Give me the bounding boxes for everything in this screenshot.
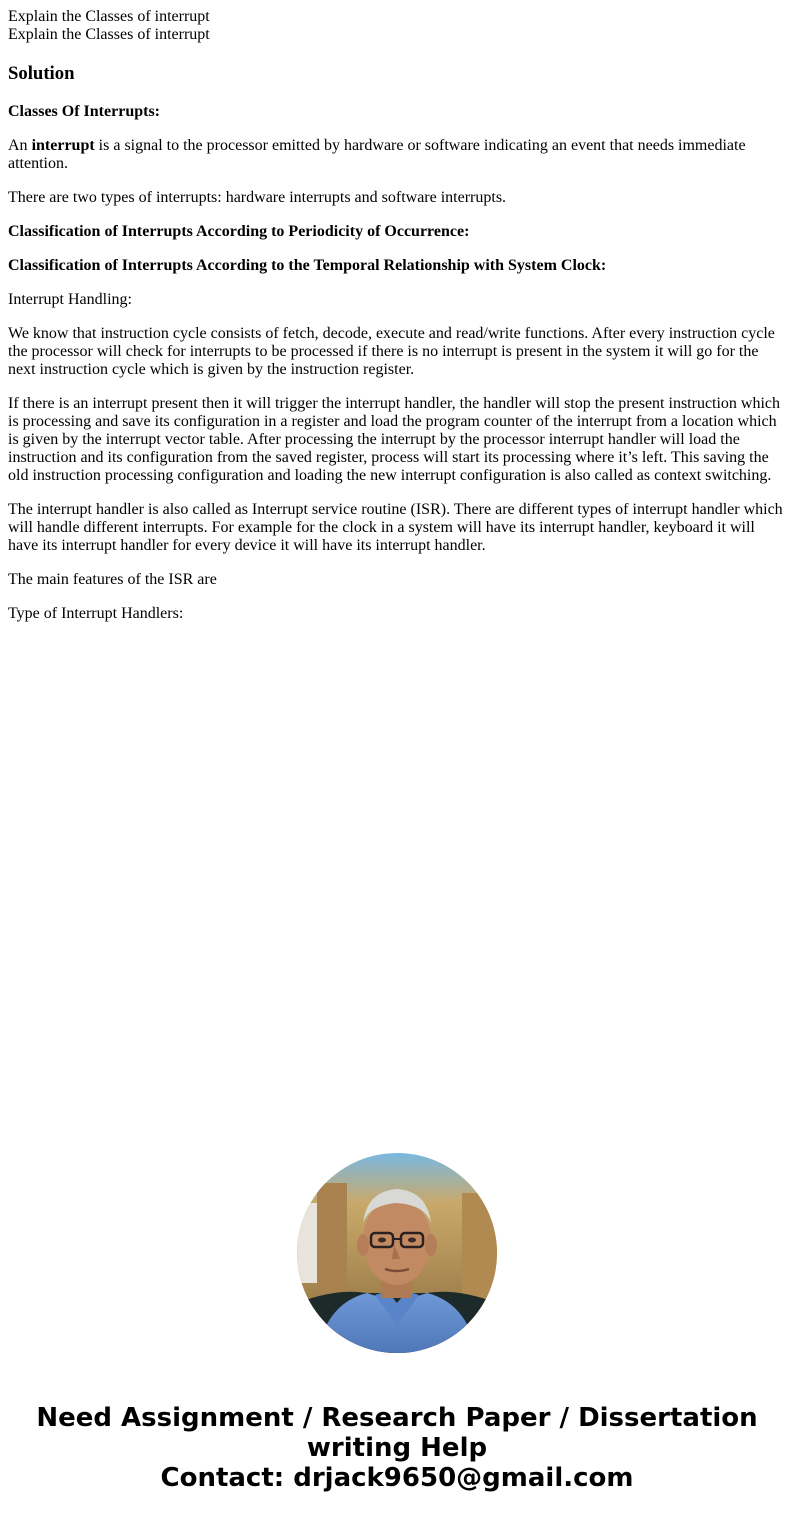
promo-line-2: writing Help [306, 1433, 488, 1463]
classes-heading: Classes Of Interrupts: [8, 103, 160, 120]
promo-contact: Contact: drjack9650@gmail.com [160, 1463, 634, 1493]
isr-paragraph: The interrupt handler is also called as Interrupt service routine (ISR). There are different types of interrupt handler which will handle different interrupts. For example for the clock in a system will have its interrupt handler, keyboard it will have its interrupt handler for every device it will have its interrupt handler. [8, 501, 783, 554]
handling-label: Interrupt Handling: [8, 291, 132, 308]
temporal-heading: Classification of Interrupts According to the Temporal Relationship with System Clock: [8, 257, 607, 274]
handling-paragraph-2: If there is an interrupt present then it will trigger the interrupt handler, the handler will stop the present instruction which is processing and save its configuration in a register and load the program counter of the interrupt from a location which is given by the interrupt vector table. After processing the interrupt by the processor interrupt handler will load the instruction and its configuration from the saved register, process will start its processing where it’s left. This saving the old instruction processing configuration and loading the new interrupt configuration is also called as context switching. [8, 395, 781, 484]
promo-banner [0, 1403, 794, 1493]
handler-types-label: Type of Interrupt Handlers: [8, 605, 184, 622]
question-title-repeat: Explain the Classes of interrupt [8, 26, 210, 43]
handling-paragraph-1: We know that instruction cycle consists of fetch, decode, execute and read/write functions. After every instruction cycle the processor will check for interrupts to be processed if there is no interrupt is present in the system it will go for the next instruction cycle which is given by the instruction register. [8, 325, 775, 378]
periodicity-heading: Classification of Interrupts According to Periodicity of Occurrence: [8, 223, 470, 240]
avatar [297, 1153, 497, 1353]
document-content [8, 8, 786, 639]
features-label: The main features of the ISR are [8, 571, 217, 588]
solution-heading: Solution [8, 63, 75, 84]
intro-paragraph: An interrupt is a signal to the processor emitted by hardware or software indicating an event that needs immediate attention. [8, 137, 746, 172]
types-paragraph: There are two types of interrupts: hardware interrupts and software interrupts. [8, 189, 507, 206]
interrupt-term: interrupt [31, 137, 95, 154]
promo-line-1: Need Assignment / Research Paper / Dissertation [36, 1403, 758, 1433]
author-portrait-image [297, 1153, 497, 1353]
question-title: Explain the Classes of interrupt [8, 8, 210, 25]
